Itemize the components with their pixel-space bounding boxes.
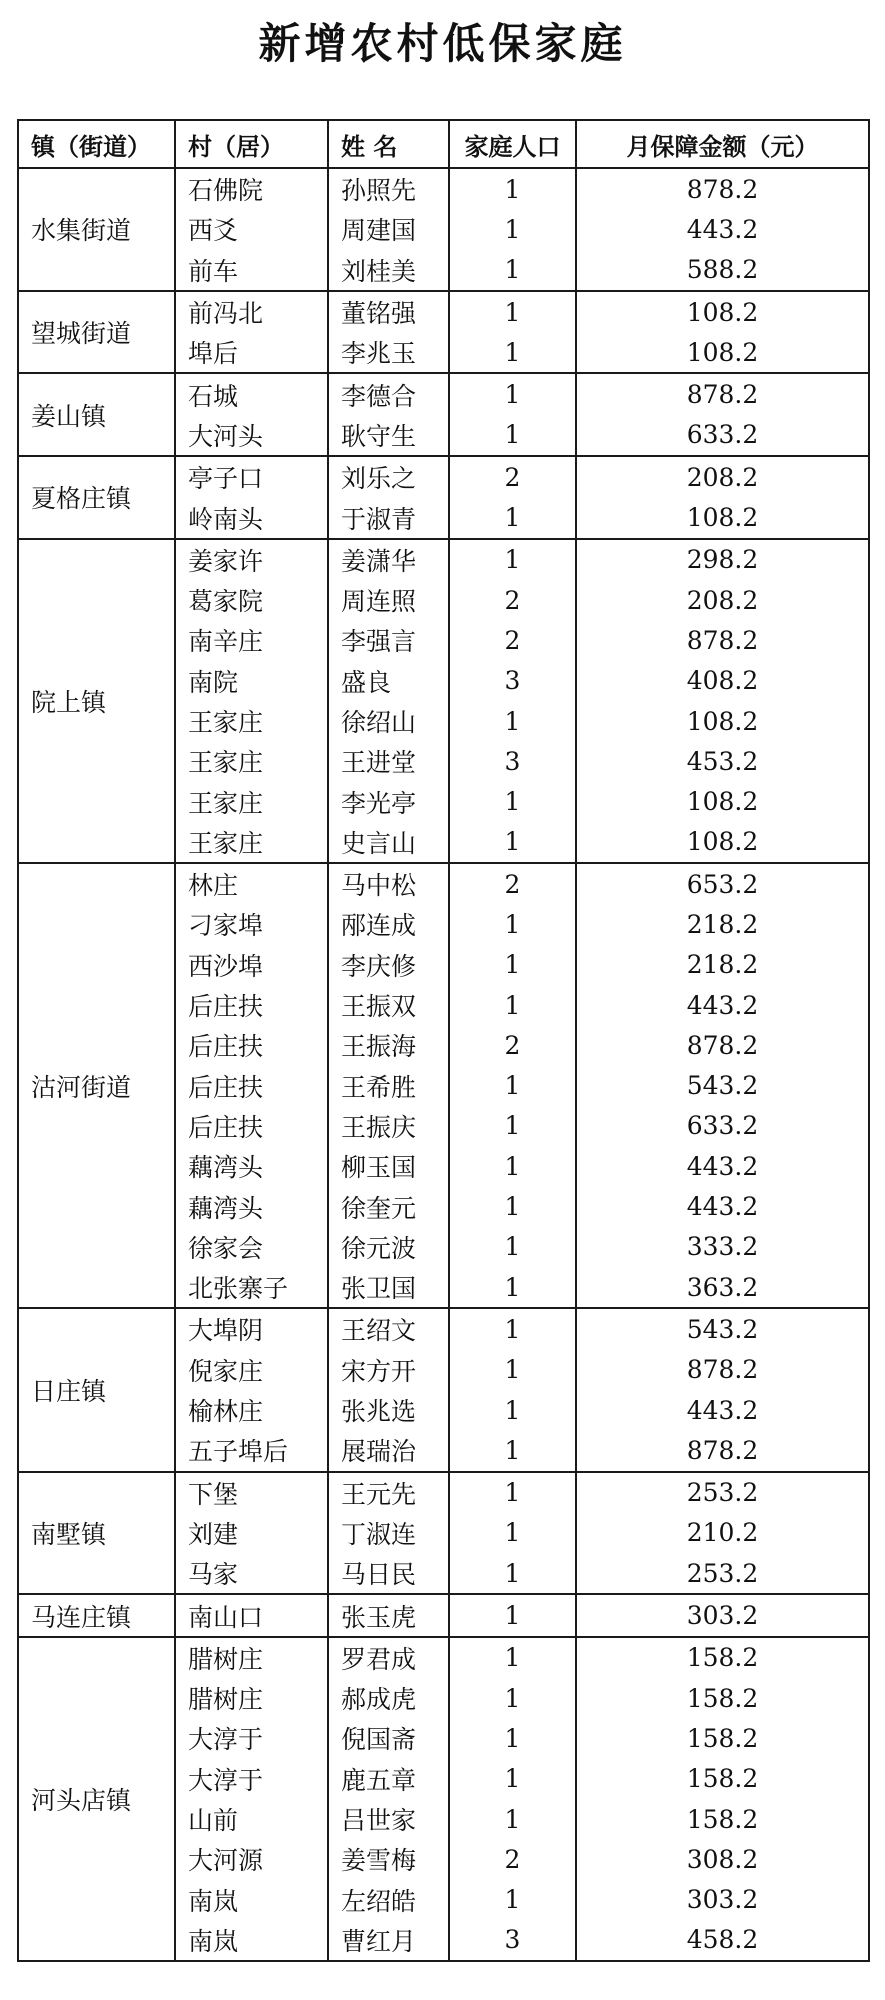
- village-cell: 藕湾头: [175, 1146, 328, 1186]
- name-cell: 董铭强: [328, 291, 449, 332]
- monthly-amount-cell: 443.2: [576, 209, 869, 249]
- household-size-cell: 1: [449, 1146, 576, 1186]
- name-cell: 徐绍山: [328, 701, 449, 741]
- monthly-amount-cell: 333.2: [576, 1227, 869, 1267]
- monthly-amount-cell: 443.2: [576, 1390, 869, 1430]
- name-cell: 鹿五章: [328, 1759, 449, 1799]
- table-row: [18, 539, 869, 580]
- household-size-cell: 1: [449, 1308, 576, 1349]
- name-cell: 李光亭: [328, 781, 449, 821]
- monthly-amount-cell: 878.2: [576, 1350, 869, 1390]
- table-row: [18, 456, 869, 497]
- village-cell: 王家庄: [175, 741, 328, 781]
- name-cell: 周建国: [328, 209, 449, 249]
- household-size-cell: 1: [449, 209, 576, 249]
- name-cell: 于淑青: [328, 497, 449, 538]
- household-size-cell: 1: [449, 1106, 576, 1146]
- village-cell: 大淳于: [175, 1718, 328, 1758]
- monthly-amount-cell: 308.2: [576, 1839, 869, 1879]
- name-cell: 柳玉国: [328, 1146, 449, 1186]
- village-cell: 刘建: [175, 1513, 328, 1553]
- name-cell: 王振庆: [328, 1106, 449, 1146]
- name-cell: 姜潇华: [328, 539, 449, 580]
- name-cell: 曹红月: [328, 1920, 449, 1961]
- village-cell: 王家庄: [175, 781, 328, 821]
- household-size-cell: 1: [449, 1513, 576, 1553]
- monthly-amount-cell: 878.2: [576, 373, 869, 414]
- household-size-cell: 2: [449, 1025, 576, 1065]
- name-cell: 王绍文: [328, 1308, 449, 1349]
- table-row: [18, 291, 869, 332]
- village-cell: 腊树庄: [175, 1637, 328, 1678]
- monthly-amount-cell: 158.2: [576, 1759, 869, 1799]
- town-cell: 马连庄镇: [18, 1594, 175, 1636]
- household-size-cell: 1: [449, 1066, 576, 1106]
- monthly-amount-cell: 158.2: [576, 1799, 869, 1839]
- name-cell: 丁淑连: [328, 1513, 449, 1553]
- village-cell: 葛家院: [175, 580, 328, 620]
- page-title: 新增农村低保家庭: [258, 19, 627, 68]
- household-size-cell: 1: [449, 1227, 576, 1267]
- village-cell: 北张寨子: [175, 1267, 328, 1308]
- monthly-amount-cell: 458.2: [576, 1920, 869, 1961]
- name-cell: 宋方开: [328, 1350, 449, 1390]
- household-size-cell: 3: [449, 741, 576, 781]
- village-cell: 前冯北: [175, 291, 328, 332]
- monthly-amount-cell: 108.2: [576, 822, 869, 863]
- monthly-amount-cell: 588.2: [576, 250, 869, 291]
- household-size-cell: 1: [449, 1678, 576, 1718]
- household-size-cell: 1: [449, 945, 576, 985]
- village-cell: 后庄扶: [175, 1066, 328, 1106]
- village-cell: 后庄扶: [175, 1106, 328, 1146]
- household-size-cell: 2: [449, 1839, 576, 1879]
- name-cell: 王振双: [328, 985, 449, 1025]
- village-cell: 榆林庄: [175, 1390, 328, 1430]
- table-header: [18, 120, 869, 168]
- household-size-cell: 2: [449, 620, 576, 660]
- monthly-amount-cell: 210.2: [576, 1513, 869, 1553]
- table-row: [18, 1308, 869, 1349]
- name-cell: 马日民: [328, 1553, 449, 1594]
- village-cell: 林庄: [175, 863, 328, 904]
- table-row: [18, 1594, 869, 1636]
- name-cell: 张兆选: [328, 1390, 449, 1430]
- household-size-cell: 1: [449, 781, 576, 821]
- town-cell: 院上镇: [18, 539, 175, 863]
- household-size-cell: 1: [449, 1759, 576, 1799]
- name-cell: 王希胜: [328, 1066, 449, 1106]
- monthly-amount-cell: 633.2: [576, 415, 869, 456]
- household-size-cell: 1: [449, 1594, 576, 1636]
- name-cell: 吕世家: [328, 1799, 449, 1839]
- household-size-cell: 1: [449, 250, 576, 291]
- header-town: 镇（街道）: [18, 120, 175, 168]
- monthly-amount-cell: 303.2: [576, 1879, 869, 1919]
- household-size-cell: 1: [449, 291, 576, 332]
- village-cell: 下堡: [175, 1472, 328, 1513]
- monthly-amount-cell: 878.2: [576, 620, 869, 660]
- household-size-cell: 1: [449, 1267, 576, 1308]
- name-cell: 王进堂: [328, 741, 449, 781]
- monthly-amount-cell: 208.2: [576, 456, 869, 497]
- village-cell: 南岚: [175, 1920, 328, 1961]
- monthly-amount-cell: 298.2: [576, 539, 869, 580]
- household-size-cell: 1: [449, 822, 576, 863]
- name-cell: 李德合: [328, 373, 449, 414]
- village-cell: 马家: [175, 1553, 328, 1594]
- household-size-cell: 1: [449, 539, 576, 580]
- village-cell: 大淳于: [175, 1759, 328, 1799]
- name-cell: 倪国斋: [328, 1718, 449, 1758]
- name-cell: 邴连成: [328, 904, 449, 944]
- village-cell: 王家庄: [175, 822, 328, 863]
- household-size-cell: 1: [449, 1390, 576, 1430]
- monthly-amount-cell: 253.2: [576, 1472, 869, 1513]
- household-size-cell: 1: [449, 1637, 576, 1678]
- monthly-amount-cell: 408.2: [576, 661, 869, 701]
- monthly-amount-cell: 208.2: [576, 580, 869, 620]
- village-cell: 大河源: [175, 1839, 328, 1879]
- household-size-cell: 1: [449, 1186, 576, 1226]
- name-cell: 李强言: [328, 620, 449, 660]
- household-size-cell: 1: [449, 1718, 576, 1758]
- name-cell: 史言山: [328, 822, 449, 863]
- monthly-amount-cell: 443.2: [576, 1186, 869, 1226]
- table-row: [18, 168, 869, 209]
- village-cell: 刁家埠: [175, 904, 328, 944]
- name-cell: 徐奎元: [328, 1186, 449, 1226]
- name-cell: 马中松: [328, 863, 449, 904]
- village-cell: 大河头: [175, 415, 328, 456]
- household-size-cell: 3: [449, 661, 576, 701]
- household-size-cell: 1: [449, 373, 576, 414]
- monthly-amount-cell: 108.2: [576, 332, 869, 373]
- household-size-cell: 2: [449, 456, 576, 497]
- village-cell: 西爻: [175, 209, 328, 249]
- monthly-amount-cell: 158.2: [576, 1678, 869, 1718]
- village-cell: 西沙埠: [175, 945, 328, 985]
- monthly-amount-cell: 303.2: [576, 1594, 869, 1636]
- monthly-amount-cell: 363.2: [576, 1267, 869, 1308]
- name-cell: 张卫国: [328, 1267, 449, 1308]
- monthly-amount-cell: 158.2: [576, 1637, 869, 1678]
- village-cell: 埠后: [175, 332, 328, 373]
- header-row: [18, 120, 869, 168]
- village-cell: 前车: [175, 250, 328, 291]
- monthly-amount-cell: 218.2: [576, 904, 869, 944]
- household-size-cell: 1: [449, 701, 576, 741]
- household-size-cell: 1: [449, 332, 576, 373]
- household-size-cell: 2: [449, 863, 576, 904]
- monthly-amount-cell: 218.2: [576, 945, 869, 985]
- village-cell: 徐家会: [175, 1227, 328, 1267]
- name-cell: 左绍皓: [328, 1879, 449, 1919]
- monthly-amount-cell: 878.2: [576, 1430, 869, 1471]
- monthly-amount-cell: 653.2: [576, 863, 869, 904]
- header-name: 姓 名: [328, 120, 449, 168]
- village-cell: 后庄扶: [175, 1025, 328, 1065]
- monthly-amount-cell: 633.2: [576, 1106, 869, 1146]
- monthly-amount-cell: 108.2: [576, 497, 869, 538]
- town-cell: 姜山镇: [18, 373, 175, 456]
- town-cell: 夏格庄镇: [18, 456, 175, 539]
- table-row: [18, 1472, 869, 1513]
- household-size-cell: 1: [449, 1350, 576, 1390]
- name-cell: 盛良: [328, 661, 449, 701]
- village-cell: 王家庄: [175, 701, 328, 741]
- village-cell: 五子埠后: [175, 1430, 328, 1471]
- name-cell: 周连照: [328, 580, 449, 620]
- village-cell: 南辛庄: [175, 620, 328, 660]
- village-cell: 南山口: [175, 1594, 328, 1636]
- village-cell: 姜家许: [175, 539, 328, 580]
- household-size-cell: 2: [449, 580, 576, 620]
- monthly-amount-cell: 158.2: [576, 1718, 869, 1758]
- town-cell: 水集街道: [18, 168, 175, 291]
- village-cell: 石佛院: [175, 168, 328, 209]
- town-cell: 沽河街道: [18, 863, 175, 1308]
- village-cell: 倪家庄: [175, 1350, 328, 1390]
- table-row: [18, 373, 869, 414]
- household-size-cell: 1: [449, 1799, 576, 1839]
- name-cell: 张玉虎: [328, 1594, 449, 1636]
- name-cell: 耿守生: [328, 415, 449, 456]
- monthly-amount-cell: 543.2: [576, 1066, 869, 1106]
- household-size-cell: 1: [449, 904, 576, 944]
- town-cell: 望城街道: [18, 291, 175, 374]
- low-income-households-table: [17, 119, 870, 1962]
- village-cell: 大埠阴: [175, 1308, 328, 1349]
- village-cell: 亭子口: [175, 456, 328, 497]
- village-cell: 岭南头: [175, 497, 328, 538]
- village-cell: 山前: [175, 1799, 328, 1839]
- village-cell: 后庄扶: [175, 985, 328, 1025]
- town-cell: 日庄镇: [18, 1308, 175, 1471]
- household-size-cell: 1: [449, 168, 576, 209]
- name-cell: 王振海: [328, 1025, 449, 1065]
- monthly-amount-cell: 443.2: [576, 985, 869, 1025]
- household-size-cell: 1: [449, 1472, 576, 1513]
- monthly-amount-cell: 253.2: [576, 1553, 869, 1594]
- household-size-cell: 1: [449, 1430, 576, 1471]
- header-village: 村（居）: [175, 120, 328, 168]
- name-cell: 姜雪梅: [328, 1839, 449, 1879]
- town-cell: 河头店镇: [18, 1637, 175, 1961]
- header-monthly-amount: 月保障金额（元）: [576, 120, 869, 168]
- monthly-amount-cell: 453.2: [576, 741, 869, 781]
- name-cell: 刘乐之: [328, 456, 449, 497]
- name-cell: 郝成虎: [328, 1678, 449, 1718]
- monthly-amount-cell: 543.2: [576, 1308, 869, 1349]
- monthly-amount-cell: 878.2: [576, 1025, 869, 1065]
- village-cell: 南岚: [175, 1879, 328, 1919]
- monthly-amount-cell: 878.2: [576, 168, 869, 209]
- table-row: [18, 863, 869, 904]
- name-cell: 李兆玉: [328, 332, 449, 373]
- household-size-cell: 1: [449, 1553, 576, 1594]
- monthly-amount-cell: 443.2: [576, 1146, 869, 1186]
- name-cell: 刘桂美: [328, 250, 449, 291]
- village-cell: 藕湾头: [175, 1186, 328, 1226]
- name-cell: 孙照先: [328, 168, 449, 209]
- monthly-amount-cell: 108.2: [576, 291, 869, 332]
- household-size-cell: 1: [449, 415, 576, 456]
- name-cell: 李庆修: [328, 945, 449, 985]
- monthly-amount-cell: 108.2: [576, 701, 869, 741]
- village-cell: 南院: [175, 661, 328, 701]
- name-cell: 展瑞治: [328, 1430, 449, 1471]
- table-body: [18, 168, 869, 1961]
- header-household-size: 家庭人口: [449, 120, 576, 168]
- household-size-cell: 1: [449, 985, 576, 1025]
- name-cell: 罗君成: [328, 1637, 449, 1678]
- village-cell: 腊树庄: [175, 1678, 328, 1718]
- table-row: [18, 1637, 869, 1678]
- household-size-cell: 1: [449, 497, 576, 538]
- monthly-amount-cell: 108.2: [576, 781, 869, 821]
- household-size-cell: 3: [449, 1920, 576, 1961]
- household-size-cell: 1: [449, 1879, 576, 1919]
- name-cell: 王元先: [328, 1472, 449, 1513]
- town-cell: 南墅镇: [18, 1472, 175, 1595]
- name-cell: 徐元波: [328, 1227, 449, 1267]
- village-cell: 石城: [175, 373, 328, 414]
